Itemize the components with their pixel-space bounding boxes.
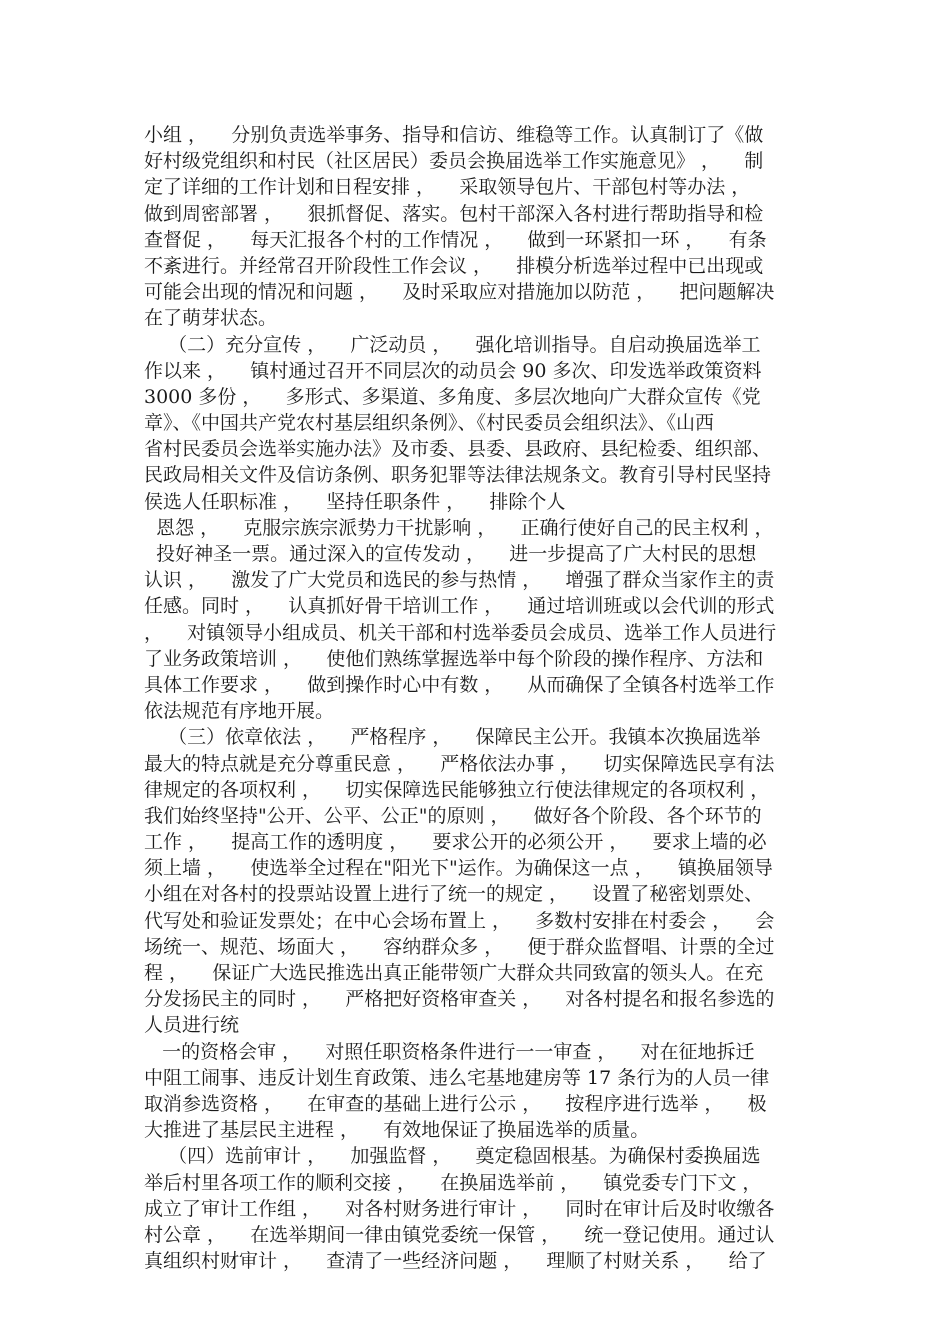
text-line: 村公章 ， 在选举期间一律由镇党委统一保管 ， 统一登记使用。通过认: [144, 1223, 775, 1246]
text-line: 真组织村财审计 ， 查清了一些经济问题 ， 理顺了村财关系 ， 给了: [144, 1250, 767, 1273]
text-line: 最大的特点就是充分尊重民意 ， 严格依法办事 ， 切实保障选民享有法: [144, 752, 775, 775]
text-line: 不紊进行。并经常召开阶段性工作会议 ， 排模分析选举过程中已出现或: [144, 254, 764, 277]
text-line: 小组 ， 分别负责选举事务、指导和信访、维稳等工作。认真制订了《做: [144, 124, 764, 146]
text-line: ， 对镇领导小组成员、机关干部和村选举委员会成员、选举工作人员进行: [144, 621, 777, 644]
text-line: 恩怨 ， 克服宗族宗派势力干扰影响 ， 正确行使好自己的民主权利 ，: [144, 516, 774, 539]
text-line: 分发扬民主的同时 ， 严格把好资格审查关 ， 对各村提名和报名参选的: [144, 988, 775, 1011]
text-line: 定了详细的工作计划和日程安排 ， 采取领导包片、干部包村等办法 ，: [144, 176, 751, 199]
text-line: （四）选前审计 ， 加强监督 ， 奠定稳固根基。为确保村委换届选: [144, 1145, 761, 1168]
text-line: 具体工作要求 ， 做到操作时心中有数 ， 从而确保了全镇各村选举工作: [144, 673, 775, 696]
text-line: 任感。同时 ， 认真抓好骨干培训工作 ， 通过培训班或以会代训的形式: [144, 595, 775, 618]
text-line: 在了萌芽状态。: [144, 307, 278, 330]
text-line: 工作 ， 提高工作的透明度 ， 要求公开的必须公开 ， 要求上墙的必: [144, 831, 767, 854]
text-line: 大推进了基层民主进程 ， 有效地保证了换届选举的质量。: [144, 1119, 650, 1142]
text-line: 做到周密部署 ， 狠抓督促、落实。包村干部深入各村进行帮助指导和检: [144, 202, 764, 225]
text-line: 3000 多份 ， 多形式、多渠道、多角度、多层次地向广大群众宣传《党: [144, 385, 761, 408]
text-line: （三）依章依法 ， 严格程序 ， 保障民主公开。我镇本次换届选举: [144, 726, 761, 749]
text-line: 省村民委员会选举实施办法》及市委、县委、县政府、县纪检委、组织部、: [144, 438, 772, 461]
text-line: 好村级党组织和村民（社区居民）委员会换届选举工作实施意见》 ， 制: [144, 150, 764, 173]
text-line: 民政局相关文件及信访条例、职务犯罪等法律法规条文。教育引导村民坚持: [144, 464, 772, 487]
text-line: 投好神圣一票。通过深入的宣传发动 ， 进一步提高了广大村民的思想: [144, 543, 757, 565]
text-line: 可能会出现的情况和问题 ， 及时采取应对措施加以防范 ， 把问题解决: [144, 281, 775, 304]
text-line: 章》、《中国共产党农村基层组织条例》、《村民委员会组织法》、《山西: [144, 412, 715, 435]
text-line: 律规定的各项权利 ， 切实保障选民能够独立行使法律规定的各项权利 ，: [144, 778, 770, 801]
text-line: 程 ， 保证广大选民推选出真正能带领广大群众共同致富的领头人。在充: [144, 962, 764, 984]
text-line: 一的资格会审 ， 对照任职资格条件进行一一审查 ， 对在征地拆迁: [144, 1040, 755, 1063]
text-line: 代写处和验证发票处；在中心会场布置上 ， 多数村安排在村委会 ， 会: [144, 909, 775, 932]
text-line: 我们始终坚持"公开、公平、公正"的原则 ， 做好各个阶段、各个环节的: [144, 804, 762, 827]
text-line: 须上墙 ， 使选举全过程在"阳光下"运作。为确保这一点 ， 镇换届领导: [144, 857, 773, 880]
text-line: 小组在对各村的投票站设置上进行了统一的规定 ， 设置了秘密划票处、: [144, 883, 764, 906]
text-line: 认识 ， 激发了广大党员和选民的参与热情 ， 增强了群众当家作主的责: [144, 569, 775, 592]
body-text: [144, 122, 808, 1274]
text-line: 中阻工闹事、违反计划生育政策、违么宅基地建房等 17 条行为的人员一律: [144, 1066, 770, 1089]
text-line: （二）充分宣传 ， 广泛动员 ， 强化培训指导。自启动换届选举工: [144, 333, 761, 356]
text-line: 了业务政策培训 ， 使他们熟练掌握选举中每个阶段的操作程序、方法和: [144, 647, 764, 670]
text-line: 侯选人任职标准 ， 坚持任职条件 ， 排除个人: [144, 490, 566, 513]
text-line: 查督促 ， 每天汇报各个村的工作情况 ， 做到一环紧扣一环 ， 有条: [144, 228, 767, 251]
text-line: 场统一、规范、场面大 ， 容纳群众多 ， 便于群众监督唱、计票的全过: [144, 935, 775, 958]
text-line: 作以来 ， 镇村通过召开不同层次的动员会 90 多次、印发选举政策资料: [144, 359, 762, 382]
text-line: 人员进行统: [144, 1014, 240, 1037]
text-line: 举后村里各项工作的顺利交接 ， 在换届选举前 ， 镇党委专门下文 ，: [144, 1171, 762, 1194]
text-line: 依法规范有序地开展。: [144, 700, 335, 723]
text-line: 取消参选资格 ， 在审查的基础上进行公示 ， 按程序进行选举 ， 极: [144, 1092, 767, 1115]
text-line: 成立了审计工作组 ， 对各村财务进行审计 ， 同时在审计后及时收缴各: [144, 1197, 775, 1220]
